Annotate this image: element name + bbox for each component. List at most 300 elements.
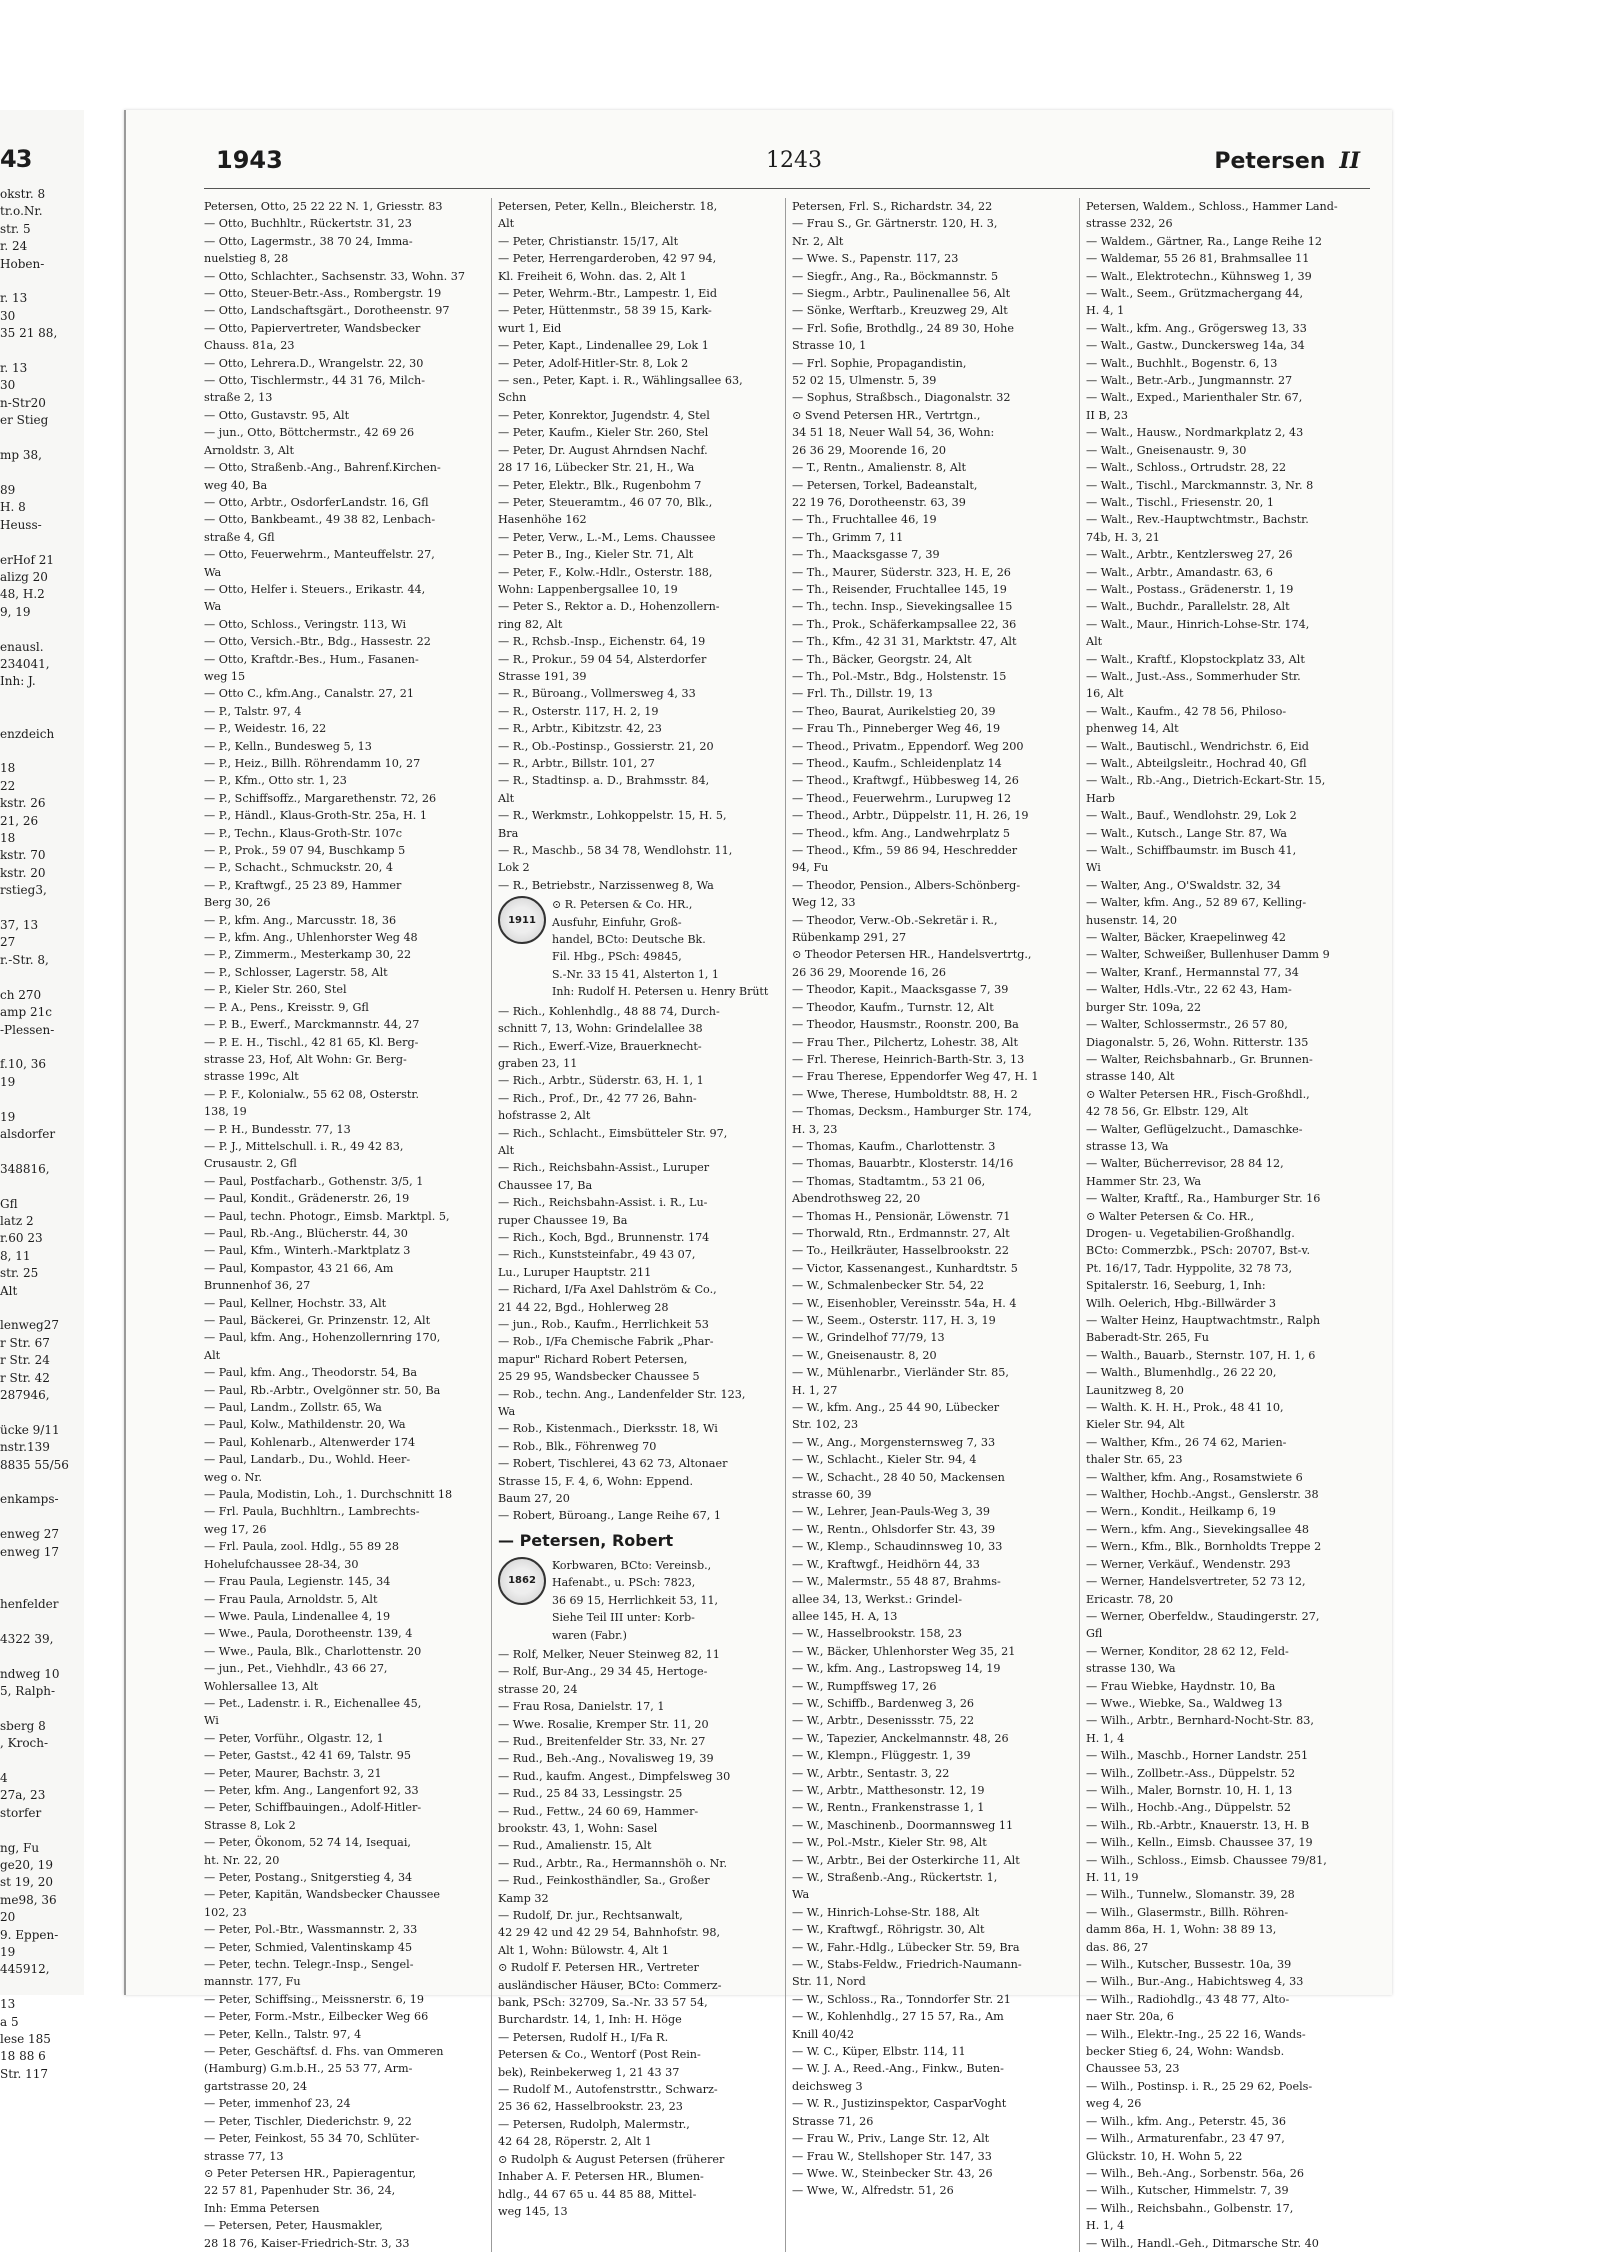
directory-entry: — Richard, I/Fa Axel Dahlström & Co., [498, 1283, 717, 1297]
directory-entry: strasse 140, Alt [1086, 1070, 1175, 1084]
directory-entry: Abendrothsweg 22, 20 [792, 1192, 921, 1206]
directory-entry: — Peter, F., Kolw.-Hdlr., Osterstr. 188, [498, 565, 713, 579]
directory-entry: — Rud., 25 84 33, Lessingstr. 25 [498, 1787, 683, 1801]
directory-entry: Alt [498, 217, 515, 231]
directory-entry: BCto: Commerzbk., PSch: 20707, Bst-v. [1086, 1244, 1311, 1258]
directory-entry: 94, Fu [792, 861, 829, 875]
previous-page-line [0, 1404, 84, 1421]
directory-entry: — Sophus, Straßbsch., Diagonalstr. 32 [792, 391, 1011, 405]
firm-text-line: S.-Nr. 33 15 41, Alsterton 1, 1 [552, 967, 719, 981]
directory-entry: Chauss. 81a, 23 [204, 339, 295, 353]
directory-entry: — Rob., techn. Ang., Landenfelder Str. 123, [498, 1387, 746, 1401]
directory-entry: Hasenhöhe 162 [498, 513, 587, 527]
directory-entry: Strasse 15, F. 4, 6, Wohn: Eppend. [498, 1474, 694, 1488]
directory-entry: — Paul, Postfacharb., Gothenstr. 3/5, 1 [204, 1174, 424, 1188]
directory-entry: — Walter Heinz, Hauptwachtmstr., Ralph [1086, 1314, 1321, 1327]
directory-entry: — Rich., Schlacht., Eimsbütteler Str. 97, [498, 1126, 728, 1140]
directory-entry: Petersen & Co., Wentorf (Post Rein- [498, 2048, 701, 2062]
directory-entry: — Werner, Verkäuf., Wendenstr. 293 [1086, 1557, 1291, 1571]
previous-page-line: amp 21c [0, 1005, 53, 1020]
directory-entry: — Peter, Kelln., Talstr. 97, 4 [204, 2027, 362, 2041]
directory-entry: — Rich., Arbtr., Süderstr. 63, H. 1, 1 [498, 1074, 704, 1088]
directory-entry: — Otto, Schloss., Veringstr. 113, Wi [204, 617, 407, 631]
directory-entry: — jun., Rob., Kaufm., Herrlichkeit 53 [498, 1318, 709, 1331]
directory-entry: — Walt., Abteilgsleitr., Hochrad 40, Gfl [1086, 757, 1307, 770]
previous-page-line: 19 [0, 1109, 16, 1124]
directory-entry: — W., Arbtr., Desenissstr. 75, 22 [792, 1714, 975, 1728]
directory-entry: allee 34, 13, Werkst.: Grindel- [792, 1592, 962, 1606]
directory-entry: Strasse 10, 1 [792, 339, 867, 353]
firm-text-line: Ausfuhr, Einfuhr, Groß- [552, 915, 682, 929]
directory-entry: graben 23, 11 [498, 1056, 578, 1070]
directory-entry: — Peter, Form.-Mstr., Eilbecker Weg 66 [204, 2010, 429, 2024]
directory-entry: Schn [498, 391, 527, 405]
previous-page-line [0, 1300, 84, 1317]
previous-page-line: ng, Fu [0, 1840, 40, 1855]
previous-page-line [0, 430, 84, 447]
directory-entry: — Otto C., kfm.Ang., Canalstr. 27, 21 [204, 687, 414, 701]
directory-entry: straße 4, Gfl [204, 530, 275, 544]
directory-entry: Bra [498, 826, 519, 840]
previous-page-line [0, 708, 84, 725]
directory-entry: — Walt., Tischl., Friesenstr. 20, 1 [1086, 495, 1274, 509]
previous-page-line: rstieg3, [0, 883, 47, 898]
directory-entry: — Wwe. Rosalie, Kremper Str. 11, 20 [498, 1717, 709, 1731]
directory-entry: — Walt., Maur., Hinrich-Lohse-Str. 174, [1086, 617, 1310, 631]
directory-entry: ht. Nr. 22, 20 [204, 1853, 280, 1867]
directory-entry: allee 145, H. A, 13 [792, 1609, 898, 1623]
directory-entry: ruper Chaussee 19, Ba [498, 1213, 628, 1227]
directory-entry: — Robert, Tischlerei, 43 62 73, Altonaer [498, 1457, 728, 1471]
directory-entry: — Paul, kfm. Ang., Hohenzollernring 170, [204, 1331, 441, 1345]
directory-entry: — Rud., Beh.-Ang., Novalisweg 19, 39 [498, 1752, 714, 1766]
previous-page-line: erHof 21 [0, 552, 55, 567]
previous-page-line: 27a, 23 [0, 1788, 46, 1803]
directory-entry: — Peter, Adolf-Hitler-Str. 8, Lok 2 [498, 356, 689, 370]
directory-entry: Crusaustr. 2, Gfl [204, 1157, 297, 1171]
directory-entry: — Paul, Kohlenarb., Altenwerder 174 [204, 1435, 416, 1449]
directory-entry: — Frau Rosa, Danielstr. 17, 1 [498, 1700, 665, 1714]
directory-entry: — Frau W., Priv., Lange Str. 12, Alt [792, 2132, 990, 2146]
directory-entry: — Rich., Prof., Dr., 42 77 26, Bahn- [498, 1091, 697, 1105]
directory-entry: — Walter, kfm. Ang., 52 89 67, Kelling- [1086, 896, 1307, 910]
directory-entry: — Peter, Kapt., Lindenallee 29, Lok 1 [498, 339, 709, 353]
directory-entry: — W., Gneisenaustr. 8, 20 [792, 1348, 937, 1362]
directory-entry: — W., Arbtr., Sentastr. 3, 22 [792, 1766, 950, 1780]
previous-page-line: r Str. 42 [0, 1370, 50, 1385]
previous-page-line: 30 [0, 378, 16, 393]
directory-entry: 34 51 18, Neuer Wall 54, 36, Wohn: [792, 426, 995, 440]
directory-entry: — Peter, Geschäftsf. d. Fhs. van Ommeren [204, 2045, 444, 2059]
directory-entry: II B, 23 [1086, 408, 1128, 422]
directory-entry: — Th., techn. Insp., Sievekingsallee 15 [792, 600, 1013, 614]
directory-entry: — Wilh., Bur.-Ang., Habichtsweg 4, 33 [1086, 1975, 1304, 1989]
directory-entry: — Peter, immenhof 23, 24 [204, 2097, 351, 2111]
directory-entry: — Wwe. W., Steinbecker Str. 43, 26 [792, 2166, 993, 2180]
directory-entry: — Th., Maurer, Süderstr. 323, H. E, 26 [792, 565, 1011, 579]
directory-entry: — Frau Wiebke, Haydnstr. 10, Ba [1086, 1679, 1276, 1693]
previous-page-line [0, 621, 84, 638]
directory-entry: — Rob., I/Fa Chemische Fabrik „Phar- [498, 1335, 714, 1349]
directory-entry: — Wwe, Therese, Humboldtstr. 88, H. 2 [792, 1087, 1018, 1101]
directory-entry: — W., Schlacht., Kieler Str. 94, 4 [792, 1453, 977, 1467]
directory-entry: — Peter, Kaufm., Kieler Str. 260, Stel [498, 426, 709, 440]
previous-page-line [0, 1979, 84, 1996]
directory-entry: — Th., Maacksgasse 7, 39 [792, 548, 940, 562]
firm-text-line: waren (Fabr.) [552, 1628, 627, 1642]
previous-page-line: r Str. 67 [0, 1335, 50, 1350]
directory-entry: — Wilh., Rb.-Arbtr., Knauerstr. 13, H. B [1086, 1818, 1310, 1832]
directory-entry: weg 4, 26 [1086, 2097, 1142, 2111]
directory-entry: 22 57 81, Papenhuder Str. 36, 24, [204, 2184, 396, 2198]
directory-entry: — Thomas, Decksm., Hamburger Str. 174, [792, 1105, 1032, 1119]
directory-entry: — R., Werkmstr., Lohkoppelstr. 15, H. 5, [498, 809, 727, 823]
previous-page-line: 19 [0, 1945, 16, 1960]
directory-entry: — Wilh., Beh.-Ang., Sorbenstr. 56a, 26 [1086, 2166, 1305, 2180]
directory-entry: — Walt., Kaufm., 42 78 56, Philoso- [1086, 704, 1287, 718]
directory-entry: Petersen, Waldem., Schloss., Hammer Land- [1086, 200, 1338, 213]
directory-entry: — Th., Kfm., 42 31 31, Marktstr. 47, Alt [792, 635, 1017, 649]
directory-entry: 42 29 42 und 42 29 54, Bahnhofstr. 98, [498, 1926, 721, 1940]
directory-entry: — Wern., Kfm., Blk., Bornholdts Treppe 2 [1086, 1540, 1322, 1554]
firm-text-line: Hafenabt., u. PSch: 7823, [552, 1576, 696, 1590]
directory-entry: mannstr. 177, Fu [204, 1975, 301, 1989]
directory-entry: — Sönke, Werftarb., Kreuzweg 29, Alt [792, 304, 1008, 318]
previous-page-line: r.-Str. 8, [0, 952, 49, 967]
directory-page [124, 110, 1392, 2250]
directory-entry: — W., Fahr.-Hdlg., Lübecker Str. 59, Bra [792, 1940, 1020, 1954]
previous-page-line [0, 1178, 84, 1195]
directory-entry: bank, PSch: 32709, Sa.-Nr. 33 57 54, [498, 1996, 708, 2010]
column-4 [1086, 198, 1374, 2252]
directory-entry: — Rudolf M., Autofenstrsttr., Schwarz- [498, 2083, 718, 2097]
directory-entry: — Theodor, Kaufm., Turnstr. 12, Alt [792, 1000, 994, 1014]
directory-entry: — Wilh., Tunnelw., Slomanstr. 39, 28 [1086, 1888, 1295, 1902]
directory-entry: H. 1, 4 [1086, 1731, 1125, 1745]
directory-entry: — Werner, Handelsvertreter, 52 73 12, [1086, 1575, 1306, 1589]
directory-entry: — Waldemar, 55 26 81, Brahmsallee 11 [1086, 252, 1310, 266]
directory-entry: — P., Zimmerm., Mesterkamp 30, 22 [204, 948, 412, 962]
directory-entry: mapur" Richard Robert Petersen, [498, 1352, 688, 1366]
previous-page-line: 37, 13 [0, 918, 39, 933]
directory-entry: — Theod., Privatm., Eppendorf. Weg 200 [792, 739, 1024, 753]
directory-entry: — Walter, Reichsbahnarb., Gr. Brunnen- [1086, 1052, 1313, 1066]
header-year: 1943 [216, 146, 283, 174]
previous-page-line: Alt [0, 1283, 18, 1298]
previous-page-line [0, 969, 84, 986]
previous-page-line [0, 743, 84, 760]
previous-page-line: 4322 39, [0, 1631, 54, 1646]
directory-entry: Brunnenhof 36, 27 [204, 1279, 311, 1293]
directory-entry: 102, 23 [204, 1905, 247, 1919]
directory-entry: — Wwe., Wiebke, Sa., Waldweg 13 [1086, 1696, 1283, 1710]
directory-entry: — W., Pol.-Mstr., Kieler Str. 98, Alt [792, 1836, 987, 1850]
directory-entry: — Siegfr., Ang., Ra., Böckmannstr. 5 [792, 269, 999, 283]
directory-entry: — Paul, Rb.-Arbtr., Ovelgönner str. 50, Ba [204, 1383, 441, 1397]
directory-entry: — W., Klempn., Flüggestr. 1, 39 [792, 1749, 971, 1763]
directory-entry: — Walt., Rb.-Ang., Dietrich-Eckart-Str. 15, [1086, 774, 1326, 788]
previous-page-line: enzdeich [0, 726, 55, 741]
previous-page-line [0, 534, 84, 551]
previous-page-line: Hoben- [0, 256, 45, 271]
directory-entry: — Wilh., Arbtr., Bernhard-Nocht-Str. 83, [1086, 1714, 1314, 1728]
previous-page-line [0, 691, 84, 708]
previous-page-line: ge20, 19 [0, 1858, 53, 1872]
previous-page-line: 18 [0, 761, 16, 776]
previous-page-line: alsdorfer [0, 1126, 56, 1141]
directory-entry: — W., Straßenb.-Ang., Rückertstr. 1, [792, 1871, 998, 1884]
directory-entry: — Petersen, Peter, Hausmakler, [204, 2219, 383, 2233]
directory-entry: — Wilh., Kelln., Eimsb. Chaussee 37, 19 [1086, 1836, 1313, 1850]
directory-entry: (Hamburg) G.m.b.H., 25 53 77, Arm- [204, 2062, 413, 2076]
directory-entry: — Peter, Feinkost, 55 34 70, Schlüter- [204, 2132, 420, 2146]
directory-entry: — Peter, Vorführ., Olgastr. 12, 1 [204, 1731, 384, 1745]
previous-page-line: r. 13 [0, 361, 28, 376]
directory-entry: — P., kfm. Ang., Uhlenhorster Weg 48 [204, 931, 418, 945]
directory-entry: — P. J., Mittelschull. i. R., 49 42 83, [204, 1139, 404, 1153]
directory-entry: — Th., Fruchtallee 46, 19 [792, 513, 937, 527]
directory-entry: — Rud., Feinkosthändler, Sa., Großer [498, 1874, 710, 1888]
header-name [1214, 148, 1360, 174]
directory-entry: — Paul, techn. Photogr., Eimsb. Marktpl. 5, [204, 1209, 450, 1223]
directory-entry: Kamp 32 [498, 1891, 549, 1905]
directory-entry: — Otto, Lagermstr., 38 70 24, Imma- [204, 234, 413, 248]
directory-entry: — P. B., Ewerf., Marckmannstr. 44, 27 [204, 1018, 420, 1032]
directory-entry: — Otto, Papiervertreter, Wandsbecker [204, 321, 421, 335]
directory-entry: — Wilh., Armaturenfabr., 23 47 97, [1086, 2132, 1285, 2146]
directory-entry: ⊙ Svend Petersen HR., Vertrtgn., [792, 408, 981, 422]
directory-entry: — Th., Prok., Schäferkampsallee 22, 36 [792, 617, 1017, 631]
directory-entry: weg 40, Ba [204, 478, 268, 492]
directory-entry: — Walt., Kutsch., Lange Str. 87, Wa [1086, 826, 1287, 840]
directory-entry: Alt [204, 1348, 221, 1362]
page-header [126, 146, 1392, 182]
previous-page-line: mp 38, [0, 448, 42, 463]
directory-entry: — Robert, Büroang., Lange Reihe 67, 1 [498, 1509, 721, 1523]
directory-entry: Str. 11, Nord [792, 1975, 866, 1989]
directory-entry: — Theodor, Verw.-Ob.-Sekretär i. R., [792, 913, 998, 927]
directory-entry: — Walt., Arbtr., Kentzlersweg 27, 26 [1086, 548, 1293, 562]
directory-entry: — Otto, Gustavstr. 95, Alt [204, 408, 350, 422]
directory-entry: — Paul, Landm., Zollstr. 65, Wa [204, 1401, 382, 1415]
directory-entry: — Walter, Kraftf., Ra., Hamburger Str. 16 [1086, 1192, 1321, 1206]
directory-entry: Baberadt-Str. 265, Fu [1086, 1331, 1209, 1345]
directory-entry: strasse 77, 13 [204, 2149, 284, 2163]
previous-page-line [0, 900, 84, 917]
previous-page-line: str. 5 [0, 221, 31, 236]
directory-entry: — Walt., Hausw., Nordmarkplatz 2, 43 [1086, 426, 1304, 440]
directory-entry: — Walt., Schiffbaumstr. im Busch 41, [1086, 844, 1297, 858]
directory-entry: Lu., Luruper Hauptstr. 211 [498, 1265, 652, 1279]
directory-entry: Baum 27, 20 [498, 1492, 570, 1506]
directory-entry: — Wern., kfm. Ang., Sievekingsallee 48 [1086, 1522, 1310, 1536]
firm-text-line: Fil. Hbg., PSch: 49845, [552, 950, 682, 964]
directory-entry: — Walt., Rev.-Hauptwchtmstr., Bachstr. [1086, 513, 1309, 527]
directory-entry: — Peter, kfm. Ang., Langenfort 92, 33 [204, 1783, 419, 1797]
directory-entry: — Frau Paula, Legienstr. 145, 34 [204, 1575, 391, 1589]
directory-entry: ⊙ Walter Petersen & Co. HR., [1086, 1209, 1254, 1223]
firm-text-line: 36 69 15, Herrlichkeit 53, 11, [552, 1593, 718, 1607]
directory-entry: — Otto, Lehrera.D., Wrangelstr. 22, 30 [204, 356, 424, 370]
directory-entry: — W., Rentn., Ohlsdorfer Str. 43, 39 [792, 1522, 996, 1536]
previous-page-line: okstr. 8 [0, 187, 46, 201]
directory-entry: Strasse 191, 39 [498, 669, 587, 683]
previous-page-line [0, 1700, 84, 1717]
directory-entry: — Peter, Schiffsing., Meissnerstr. 6, 19 [204, 1992, 424, 2006]
directory-entry: Rübenkamp 291, 27 [792, 931, 907, 945]
previous-page-line: 30 [0, 308, 16, 323]
previous-page-line: f.10, 36 [0, 1057, 46, 1072]
directory-entry: — To., Heilkräuter, Hasselbrookstr. 22 [792, 1244, 1009, 1258]
directory-entry: — Otto, Arbtr., OsdorferLandstr. 16, Gfl [204, 495, 429, 509]
directory-entry: — Walter, Schweißer, Bullenhuser Damm 9 [1086, 948, 1330, 962]
directory-entry: nuelstieg 8, 28 [204, 252, 289, 266]
directory-entry: — Walth. K. H. H., Prok., 48 41 10, [1086, 1401, 1284, 1415]
directory-entry: — Walth., Bauarb., Sternstr. 107, H. 1, 6 [1086, 1348, 1316, 1362]
directory-entry: — P., Talstr. 97, 4 [204, 704, 302, 718]
directory-entry: — P. A., Pens., Kreisstr. 9, Gfl [204, 1000, 369, 1014]
directory-entry: — jun., Otto, Böttchermstr., 42 69 26 [204, 426, 415, 440]
directory-entry: — Walt., Just.-Ass., Sommerhuder Str. [1086, 669, 1301, 683]
directory-entry: — Thorwald, Rtn., Erdmannstr. 27, Alt [792, 1226, 1010, 1240]
directory-entry: Inhaber A. F. Petersen HR., Blumen- [498, 2170, 704, 2184]
directory-entry: — W., Schmalenbecker Str. 54, 22 [792, 1279, 985, 1293]
directory-entry: Hohelufchaussee 28-34, 30 [204, 1557, 359, 1571]
directory-entry: — Rob., Kistenmach., Dierksstr. 18, Wi [498, 1422, 718, 1436]
directory-entry: — Werner, Oberfeldw., Staudingerstr. 27, [1086, 1609, 1320, 1623]
previous-page-line [0, 1648, 84, 1665]
directory-entry: — Walt., Postass., Grädenerstr. 1, 19 [1086, 582, 1294, 596]
directory-entry: — Wilh., Zollbetr.-Ass., Düppelstr. 52 [1086, 1766, 1296, 1780]
directory-entry: — P., Heiz., Billh. Röhrendamm 10, 27 [204, 757, 421, 770]
directory-entry: — W., Bäcker, Uhlenhorster Weg 35, 21 [792, 1644, 1016, 1658]
directory-entry: — Walt., Gastw., Dunckersweg 14a, 34 [1086, 339, 1305, 353]
directory-entry: — Walter, Schlossermstr., 26 57 80, [1086, 1018, 1288, 1032]
previous-page-line [0, 1509, 84, 1526]
directory-entry: strasse 13, Wa [1086, 1139, 1169, 1153]
directory-entry: strasse 60, 39 [792, 1488, 872, 1502]
directory-entry: — R., Arbtr., Billstr. 101, 27 [498, 757, 655, 770]
directory-entry: — W., Mühlenarbr., Vierländer Str. 85, [792, 1366, 1009, 1380]
previous-page-line: , Kroch- [0, 1736, 49, 1751]
directory-entry: — W., Seem., Osterstr. 117, H. 3, 19 [792, 1314, 996, 1327]
directory-entry: — Siegm., Arbtr., Paulinenallee 56, Alt [792, 287, 1011, 301]
directory-entry: Alt 1, Wohn: Bülowstr. 4, Alt 1 [498, 1943, 669, 1957]
directory-entry: — Walt., Buchdr., Parallelstr. 28, Alt [1086, 600, 1290, 614]
directory-entry: — Peter, Elektr., Blk., Rugenbohm 7 [498, 478, 702, 492]
previous-page-line: 21, 26 [0, 813, 39, 828]
directory-entry: — Rudolf, Dr. jur., Rechtsanwalt, [498, 1909, 683, 1922]
previous-page-line [0, 1039, 84, 1056]
directory-entry: — P. F., Kolonialw., 55 62 08, Osterstr. [204, 1087, 420, 1101]
directory-entry: Alt [498, 791, 515, 805]
previous-page-line: 27 [0, 935, 16, 950]
directory-entry: — Peter, Schmied, Valentinskamp 45 [204, 1940, 413, 1954]
directory-entry: — P., Kelln., Bundesweg 5, 13 [204, 739, 372, 753]
directory-entry: weg 15 [204, 669, 246, 683]
previous-page-line: 287946, [0, 1388, 50, 1403]
directory-entry: — Victor, Kassenangest., Kunhardtstr. 5 [792, 1261, 1018, 1275]
directory-entry: — Otto, Tischlermstr., 44 31 76, Milch- [204, 374, 425, 388]
previous-page-line: 22 [0, 778, 16, 793]
directory-entry: — Thomas, Bauarbtr., Klosterstr. 14/16 [792, 1157, 1014, 1171]
directory-entry: — Theodor, Kapit., Maacksgasse 7, 39 [792, 983, 1009, 997]
directory-entry: Drogen- u. Vegetabilien-Großhandlg. [1086, 1226, 1295, 1240]
directory-entry: weg o. Nr. [204, 1470, 263, 1484]
directory-entry: Weg 12, 33 [792, 896, 856, 910]
directory-entry: Wohlersallee 13, Alt [204, 1679, 319, 1693]
directory-entry: — Theod., Feuerwehrm., Lurupweg 12 [792, 791, 1012, 805]
previous-page-line [0, 465, 84, 482]
directory-entry: — W., Tapezier, Anckelmannstr. 48, 26 [792, 1731, 1009, 1745]
firm-seal-logo: 1862 [498, 1557, 546, 1605]
header-section: II [1339, 148, 1360, 174]
directory-entry: wurt 1, Eid [498, 321, 562, 335]
directory-entry: becker Stieg 6, 24, Wohn: Wandsb. [1086, 2045, 1285, 2059]
directory-entry: — Otto, Kraftdr.-Bes., Hum., Fasanen- [204, 652, 419, 666]
directory-entry: — Rud., kaufm. Angest., Dimpfelsweg 30 [498, 1769, 731, 1783]
directory-entry: — Petersen, Rudolph, Malermstr., [498, 2117, 690, 2131]
directory-entry: — Wilh., Handl.-Geh., Ditmarsche Str. 40 [1086, 2236, 1319, 2250]
directory-entry: — Theod., Kraftwgf., Hübbesweg 14, 26 [792, 774, 1019, 788]
previous-page-line: er Stieg [0, 413, 49, 428]
previous-page-line: 234041, [0, 656, 50, 671]
directory-entry: — Theo, Baurat, Aurikelstieg 20, 39 [792, 704, 996, 718]
directory-entry: ⊙ Rudolf F. Petersen HR., Vertreter [498, 1961, 699, 1975]
firm-seal-logo: 1911 [498, 896, 546, 944]
directory-entry: — Theodor, Hausmstr., Roonstr. 200, Ba [792, 1018, 1019, 1032]
previous-page-line: sberg 8 [0, 1718, 46, 1733]
directory-entry: — W., Kohlenhdlg., 27 15 57, Ra., Am [792, 2010, 1004, 2024]
directory-entry: ausländischer Häuser, BCto: Commerz- [498, 1978, 722, 1992]
directory-entry: burger Str. 109a, 22 [1086, 1000, 1202, 1014]
previous-page-line: Str. 117 [0, 2066, 48, 2081]
directory-entry: — W., Arbtr., Matthesonstr. 12, 19 [792, 1783, 985, 1797]
previous-page-line: H. 8 [0, 500, 26, 515]
directory-entry: — Otto, Buchhltr., Rückertstr. 31, 23 [204, 217, 412, 231]
firm-text-line: Inh: Rudolf H. Petersen u. Henry Brütt [552, 985, 769, 999]
directory-entry: — Peter, Maurer, Bachstr. 3, 21 [204, 1766, 382, 1780]
directory-entry: Str. 102, 23 [792, 1418, 859, 1432]
previous-page-lines [0, 186, 84, 2083]
directory-entry: — P., kfm. Ang., Marcusstr. 18, 36 [204, 913, 397, 927]
directory-entry: — P., Kraftwgf., 25 23 89, Hammer [204, 878, 402, 892]
directory-entry: Knill 40/42 [792, 2027, 855, 2041]
directory-entry: — Otto, Feuerwehrm., Manteuffelstr. 27, [204, 548, 435, 562]
previous-page-line: 8, 11 [0, 1248, 31, 1263]
directory-entry: — Wilh., Radiohdlg., 43 48 77, Alto- [1086, 1992, 1290, 2006]
previous-page-line: r Str. 24 [0, 1353, 50, 1368]
directory-entry: — Peter S., Rektor a. D., Hohenzollern- [498, 600, 720, 614]
previous-page-line [0, 1753, 84, 1770]
directory-entry: — Otto, Bankbeamt., 49 38 82, Lenbach- [204, 513, 436, 527]
directory-entry: — P. H., Bundesstr. 77, 13 [204, 1122, 351, 1136]
directory-entry: — W., Lehrer, Jean-Pauls-Weg 3, 39 [792, 1505, 990, 1519]
previous-page-line: ücke 9/11 [0, 1422, 60, 1437]
directory-entry: — Otto, Versich.-Btr., Bdg., Hassestr. 22 [204, 635, 431, 649]
directory-entry: Wilh. Oelerich, Hbg.-Billwärder 3 [1086, 1296, 1277, 1310]
directory-entry: — Walther, kfm. Ang., Rosamstwiete 6 [1086, 1470, 1303, 1484]
directory-entry: bek), Reinbekerweg 1, 21 43 37 [498, 2065, 680, 2079]
directory-entry: Alt [1086, 635, 1103, 649]
previous-page-line [0, 343, 84, 360]
directory-entry: strasse 130, Wa [1086, 1662, 1176, 1676]
directory-entry: Petersen, Peter, Kelln., Bleicherstr. 18, [498, 200, 718, 213]
directory-entry: Launitzweg 8, 20 [1086, 1383, 1184, 1397]
directory-entry: 21 44 22, Bgd., Hohlerweg 28 [498, 1300, 669, 1314]
directory-entry: — Rolf, Bur-Ang., 29 34 45, Hertoge- [498, 1665, 708, 1679]
directory-entry: — Wwe. Paula, Lindenallee 4, 19 [204, 1609, 391, 1623]
